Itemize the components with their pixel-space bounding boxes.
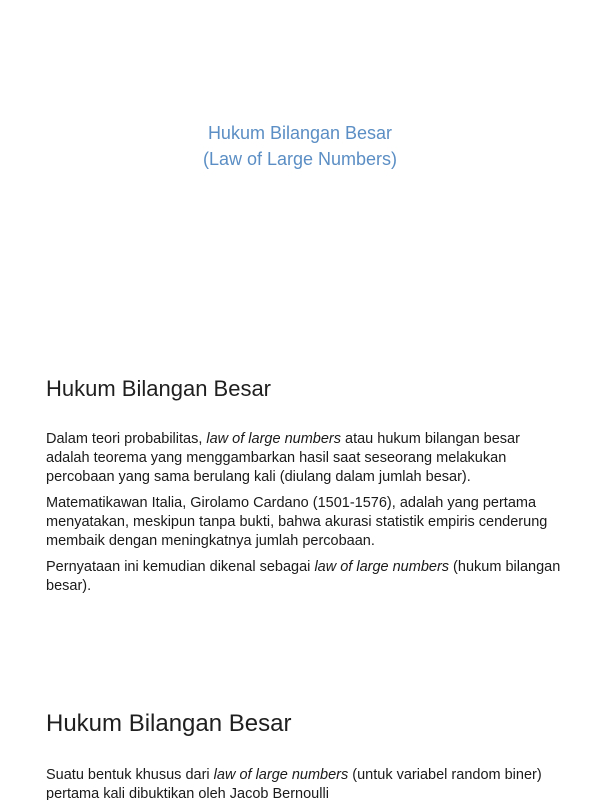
text-run: Suatu bentuk khusus dari — [46, 767, 214, 783]
paragraph-cardano: Matematikawan Italia, Girolamo Cardano (1501-1576), adalah yang pertama menyatakan, meskipun tanpa bukti, bahwa akurasi statistik empiris cenderung membaik dengan meningkatnya jumlah percobaan. — [46, 495, 548, 549]
slide-body — [46, 430, 566, 603]
text-run: Pernyataan ini kemudian dikenal sebagai — [46, 559, 315, 575]
italic-term: law of large numbers — [206, 431, 341, 447]
text-run: (untuk variabel random biner) pertama kali dibuktikan oleh Jacob Bernoulli — [46, 767, 542, 800]
slide-title — [0, 120, 600, 172]
italic-term: law of large numbers — [314, 559, 450, 575]
italic-term: law of large numbers — [213, 767, 349, 783]
content-slide-2 — [0, 670, 600, 800]
title-line-main: Hukum Bilangan Besar — [207, 123, 393, 143]
paragraph-statement — [46, 558, 566, 596]
slide-body — [46, 766, 566, 800]
slide-heading: Hukum Bilangan Besar — [46, 710, 292, 737]
text-run: atau hukum bilangan besar adalah teorema yang menggambarkan hasil saat seseorang melakukan percobaan yang sama berulang kali (diulang dalam jumlah besar). — [46, 431, 520, 485]
slide-heading: Hukum Bilangan Besar — [46, 376, 272, 401]
content-slide-1 — [0, 340, 600, 670]
text-run: (hukum bilangan besar). — [46, 559, 561, 594]
text-run: Dalam teori probabilitas, — [46, 431, 207, 447]
paragraph-bernoulli — [46, 766, 566, 800]
title-line-subtitle: (Law of Large Numbers) — [202, 149, 398, 169]
title-slide — [0, 0, 600, 340]
paragraph-definition — [46, 430, 566, 487]
